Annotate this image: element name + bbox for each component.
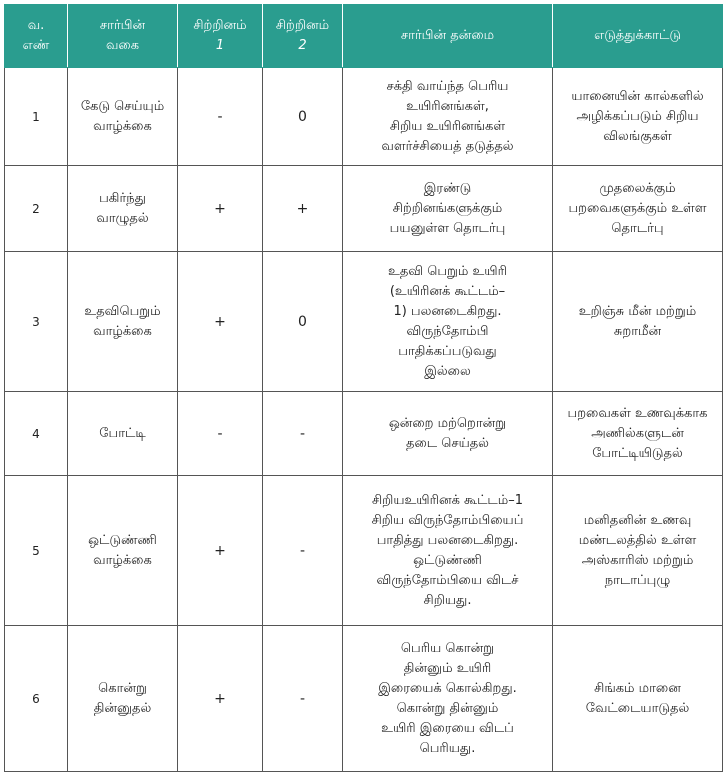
- cell-type: பகிர்ந்து வாழுதல்: [68, 166, 178, 252]
- cell-organism-2: 0: [263, 68, 343, 166]
- header-sno: வ. எண்: [5, 5, 68, 68]
- header-type: சார்பின் வகை: [68, 5, 178, 68]
- table-row: [5, 626, 723, 772]
- header-organism-2-number: 2: [298, 38, 307, 53]
- cell-example: சிங்கம் மானை வேட்டையாடுதல்: [553, 626, 723, 772]
- cell-nature: ஒன்றை மற்றொன்று தடை செய்தல்: [343, 392, 553, 476]
- header-nature: சார்பின் தன்மை: [343, 5, 553, 68]
- cell-example: மனிதனின் உணவு மண்டலத்தில் உள்ள அஸ்காரிஸ் மற்றும் நாடாப்புழு: [553, 476, 723, 626]
- cell-type: உதவிபெறும் வாழ்க்கை: [68, 252, 178, 392]
- interaction-table: [4, 4, 723, 772]
- cell-nature: இரண்டு சிற்றினங்களுக்கும் பயனுள்ள தொடர்பு: [343, 166, 553, 252]
- cell-organism-2: -: [263, 626, 343, 772]
- cell-nature: பெரிய கொன்று தின்னும் உயிரி இரையைக் கொல்கிறது. கொன்று தின்னும் உயிரி இரையை விடப் பெரியது.: [343, 626, 553, 772]
- table-row: [5, 476, 723, 626]
- cell-type: கேடு செய்யும் வாழ்க்கை: [68, 68, 178, 166]
- table-row: [5, 166, 723, 252]
- cell-organism-1: +: [178, 626, 263, 772]
- cell-organism-1: -: [178, 68, 263, 166]
- cell-organism-2: 0: [263, 252, 343, 392]
- header-organism-1-number: 1: [215, 38, 225, 53]
- cell-organism-1: -: [178, 392, 263, 476]
- cell-organism-2: -: [263, 476, 343, 626]
- cell-sno: 2: [5, 166, 68, 252]
- header-organism-1-label: சிற்றினம்: [193, 18, 247, 33]
- table-header-row: [5, 5, 723, 68]
- cell-organism-1: +: [178, 252, 263, 392]
- cell-sno: 3: [5, 252, 68, 392]
- header-organism-1: [178, 5, 263, 68]
- header-organism-2-label: சிற்றினம்: [275, 18, 330, 33]
- cell-organism-2: +: [263, 166, 343, 252]
- cell-organism-1: +: [178, 476, 263, 626]
- table-row: [5, 252, 723, 392]
- cell-type: கொன்று தின்னுதல்: [68, 626, 178, 772]
- cell-example: உறிஞ்சு மீன் மற்றும் சுறாமீன்: [553, 252, 723, 392]
- cell-example: முதலைக்கும் பறவைகளுக்கும் உள்ள தொடர்பு: [553, 166, 723, 252]
- cell-example: பறவைகள் உணவுக்காக அணில்களுடன் போட்டியிடுதல்: [553, 392, 723, 476]
- table-row: [5, 68, 723, 166]
- cell-sno: 1: [5, 68, 68, 166]
- cell-organism-2: -: [263, 392, 343, 476]
- table-row: [5, 392, 723, 476]
- header-organism-2: [263, 5, 343, 68]
- header-example: எடுத்துக்காட்டு: [553, 5, 723, 68]
- cell-organism-1: +: [178, 166, 263, 252]
- cell-example: யானையின் கால்களில் அழிக்கப்படும் சிறிய விலங்குகள்: [553, 68, 723, 166]
- cell-sno: 5: [5, 476, 68, 626]
- cell-type: போட்டி: [68, 392, 178, 476]
- cell-sno: 6: [5, 626, 68, 772]
- cell-nature: சிறியஉயிரினக் கூட்டம்–1 சிறிய விருந்தோம்பியைப் பாதித்து பலனடைகிறது. ஒட்டுண்ணி விருந்தோம்பியை விடச் சிறியது.: [343, 476, 553, 626]
- cell-sno: 4: [5, 392, 68, 476]
- cell-type: ஒட்டுண்ணி வாழ்க்கை: [68, 476, 178, 626]
- cell-nature: உதவி பெறும் உயிரி (உயிரினக் கூட்டம்– 1) பலனடைகிறது. விருந்தோம்பி பாதிக்கப்படுவது இல்லை: [343, 252, 553, 392]
- cell-nature: சக்தி வாய்ந்த பெரிய உயிரினங்கள், சிறிய உயிரினங்கள் வளர்ச்சியைத் தடுத்தல்: [343, 68, 553, 166]
